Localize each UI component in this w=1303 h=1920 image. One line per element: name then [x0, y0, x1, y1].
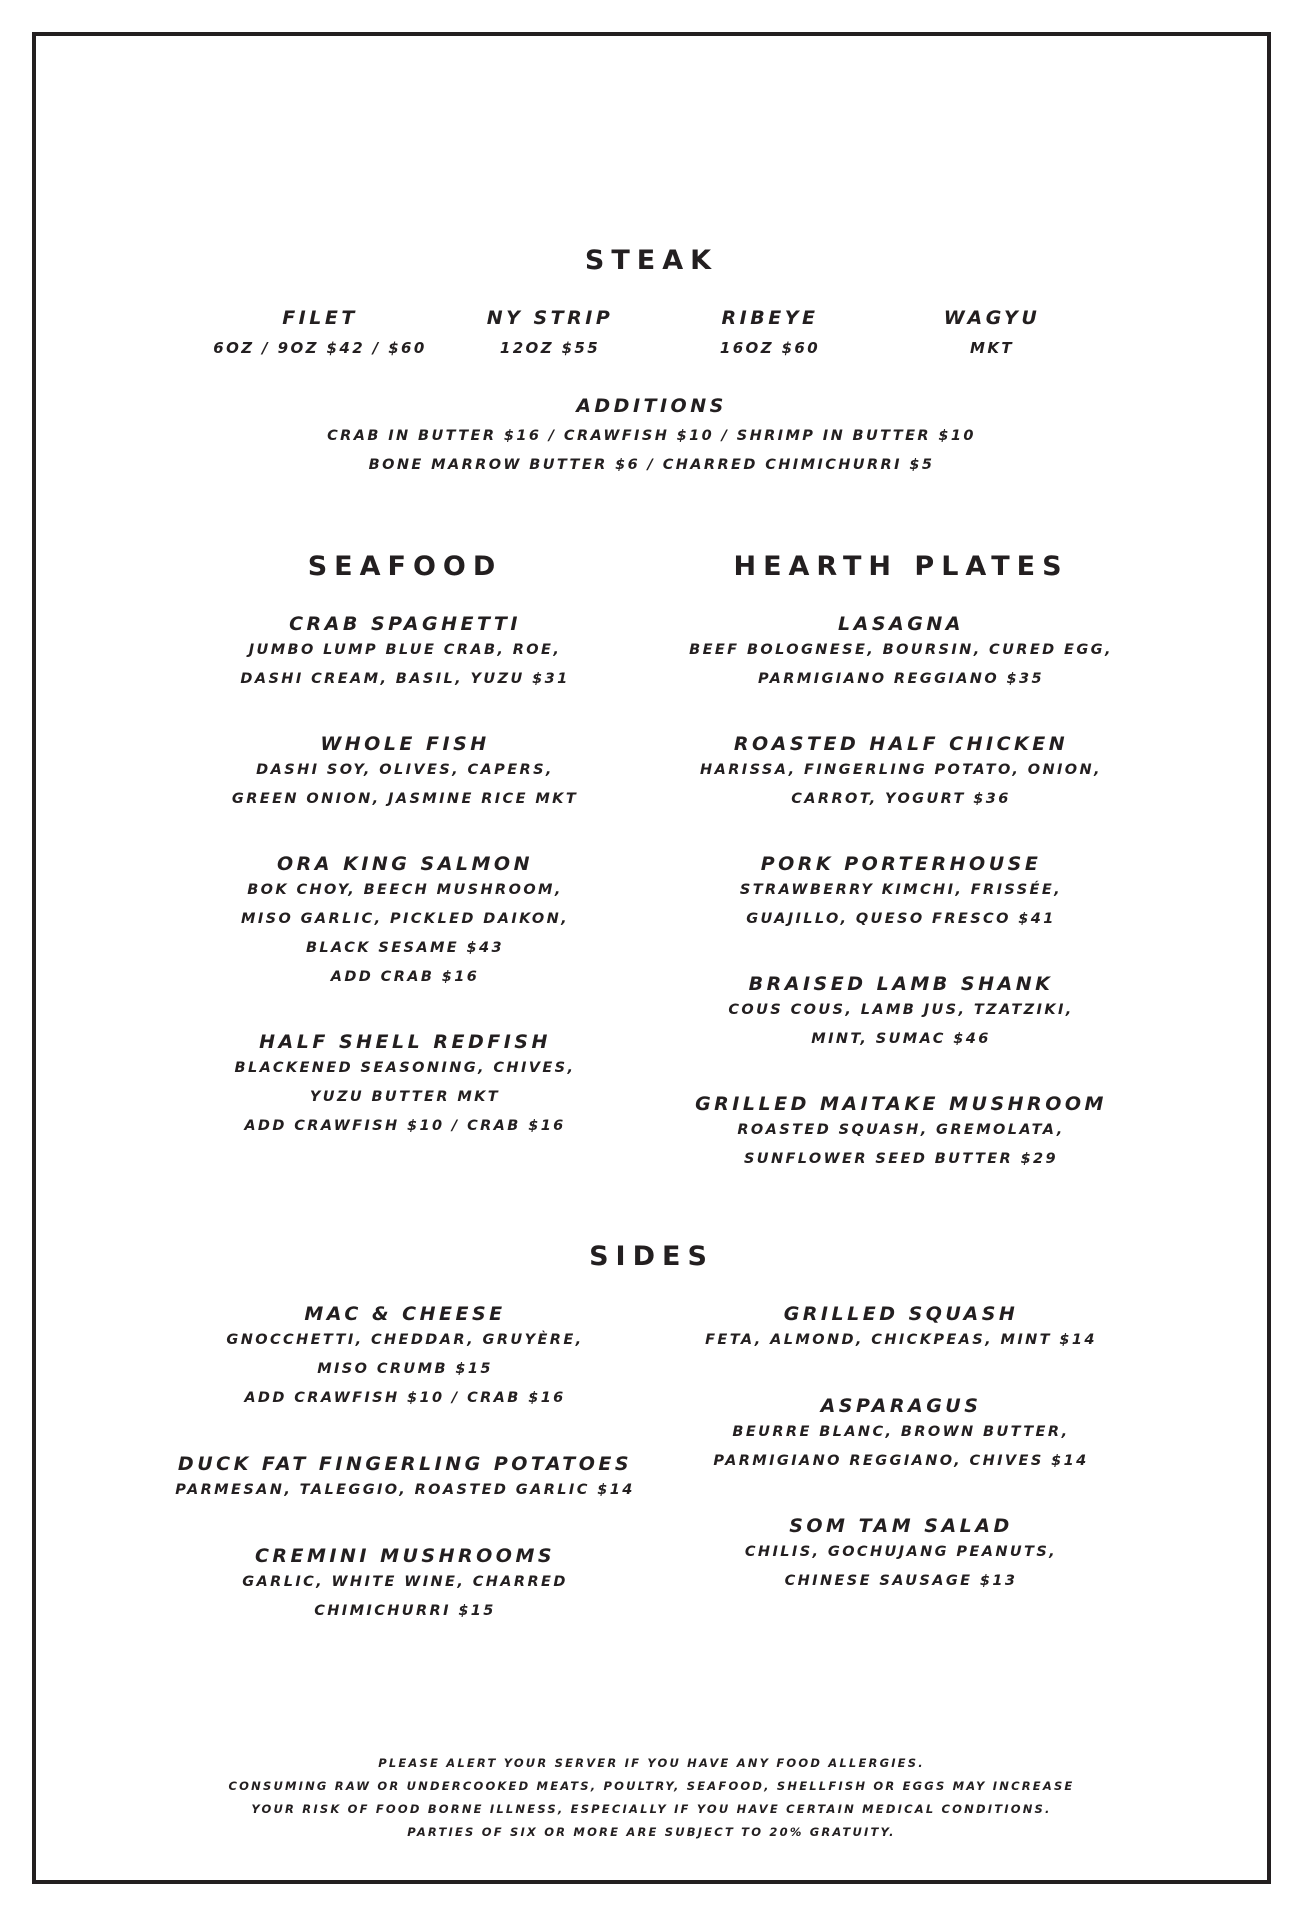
- menu-item-description: [656, 1326, 1146, 1355]
- menu-item-name: BRAISED LAMB SHANK: [748, 973, 1054, 995]
- steak-cut-detail: 12OZ $55: [499, 339, 601, 357]
- menu-item-description: [160, 756, 650, 814]
- menu-item-description: [656, 1116, 1146, 1174]
- menu-item-name: GRILLED SQUASH: [783, 1303, 1019, 1325]
- steak-cut-detail: MKT: [970, 339, 1014, 357]
- additions-line: CRAB IN BUTTER $16 / CRAWFISH $10 / SHRIMP IN BUTTER $10: [327, 428, 976, 444]
- menu-item-name: HALF SHELL REDFISH: [259, 1031, 551, 1053]
- description-line: BLACK SESAME $43: [305, 940, 505, 956]
- menu-item-name: ROASTED HALF CHICKEN: [733, 733, 1069, 755]
- description-line: GNOCCHETTI, CHEDDAR, GRUYÈRE,: [226, 1332, 584, 1348]
- description-line: CHIMICHURRI $15: [314, 1603, 496, 1619]
- steak-cut-name: FILET: [282, 307, 358, 329]
- menu-item-description: [160, 1568, 650, 1626]
- steak-cut-detail: 6OZ / 9OZ $42 / $60: [213, 339, 427, 357]
- description-line: ADD CRAWFISH $10 / CRAB $16: [244, 1390, 566, 1406]
- menu-item-description: [160, 636, 650, 694]
- menu-item-name: SOM TAM SALAD: [789, 1515, 1013, 1537]
- menu-item-description: [656, 876, 1146, 934]
- description-line: ADD CRAB $16: [330, 969, 480, 985]
- steak-heading: STEAK: [584, 245, 719, 276]
- menu-item-name: PORK PORTERHOUSE: [760, 853, 1042, 875]
- description-line: SUNFLOWER SEED BUTTER $29: [743, 1151, 1059, 1167]
- menu-item-description: [656, 1418, 1146, 1476]
- steak-cut-detail: 16OZ $60: [719, 339, 821, 357]
- allergy-disclaimer: [200, 1752, 1103, 1844]
- menu-item-description: [656, 636, 1146, 694]
- disclaimer-line: PARTIES OF SIX OR MORE ARE SUBJECT TO 20% GRATUITY.: [407, 1825, 896, 1839]
- additions-list: [0, 422, 1303, 480]
- description-line: BLACKENED SEASONING, CHIVES,: [234, 1060, 576, 1076]
- additions-line: BONE MARROW BUTTER $6 / CHARRED CHIMICHURRI $5: [368, 457, 935, 473]
- steak-cut-name: WAGYU: [943, 307, 1041, 329]
- description-line: PARMIGIANO REGGIANO, CHIVES $14: [713, 1453, 1089, 1469]
- description-line: BEURRE BLANC, BROWN BUTTER,: [732, 1424, 1070, 1440]
- description-line: YUZU BUTTER MKT: [309, 1089, 501, 1105]
- description-line: ADD CRAWFISH $10 / CRAB $16: [244, 1118, 566, 1134]
- description-line: MISO CRUMB $15: [317, 1361, 493, 1377]
- menu-item-description: [160, 1476, 650, 1505]
- description-line: JUMBO LUMP BLUE CRAB, ROE,: [248, 642, 562, 658]
- menu-item-name: ASPARAGUS: [820, 1395, 982, 1417]
- description-line: BEEF BOLOGNESE, BOURSIN, CURED EGG,: [689, 642, 1113, 658]
- menu-item-description: [160, 876, 650, 992]
- description-line: CHINESE SAUSAGE $13: [784, 1573, 1018, 1589]
- disclaimer-line: PLEASE ALERT YOUR SERVER IF YOU HAVE ANY FOOD ALLERGIES.: [378, 1756, 925, 1770]
- description-line: CARROT, YOGURT $36: [791, 791, 1011, 807]
- steak-cut-name: NY STRIP: [486, 307, 614, 329]
- menu-item-description: [656, 1538, 1146, 1596]
- description-line: DASHI CREAM, BASIL, YUZU $31: [240, 671, 570, 687]
- description-line: FETA, ALMOND, CHICKPEAS, MINT $14: [705, 1332, 1097, 1348]
- description-line: ROASTED SQUASH, GREMOLATA,: [737, 1122, 1065, 1138]
- description-line: BOK CHOY, BEECH MUSHROOM,: [247, 882, 563, 898]
- description-line: GREEN ONION, JASMINE RICE MKT: [231, 791, 579, 807]
- menu-item-name: MAC & CHEESE: [304, 1303, 506, 1325]
- description-line: HARISSA, FINGERLING POTATO, ONION,: [700, 762, 1102, 778]
- menu-item-description: [656, 756, 1146, 814]
- description-line: CHILIS, GOCHUJANG PEANUTS,: [744, 1544, 1058, 1560]
- description-line: MINT, SUMAC $46: [811, 1031, 991, 1047]
- menu-item-name: ORA KING SALMON: [277, 853, 533, 875]
- menu-item-name: GRILLED MAITAKE MUSHROOM: [695, 1093, 1107, 1115]
- disclaimer-line: CONSUMING RAW OR UNDERCOOKED MEATS, POULTRY, SEAFOOD, SHELLFISH OR EGGS MAY INCREASE: [228, 1779, 1075, 1793]
- seafood-heading: SEAFOOD: [307, 551, 503, 582]
- menu-item-name: DUCK FAT FINGERLING POTATOES: [177, 1453, 633, 1475]
- description-line: STRAWBERRY KIMCHI, FRISSÉE,: [739, 882, 1063, 898]
- menu-item-description: [160, 1326, 650, 1413]
- description-line: GUAJILLO, QUESO FRESCO $41: [746, 911, 1056, 927]
- description-line: MISO GARLIC, PICKLED DAIKON,: [240, 911, 570, 927]
- description-line: GARLIC, WHITE WINE, CHARRED: [242, 1574, 568, 1590]
- menu-item-name: CRAB SPAGHETTI: [289, 613, 521, 635]
- description-line: PARMESAN, TALEGGIO, ROASTED GARLIC $14: [175, 1482, 635, 1498]
- description-line: DASHI SOY, OLIVES, CAPERS,: [256, 762, 554, 778]
- menu-item-description: [656, 996, 1146, 1054]
- menu-item-name: LASAGNA: [838, 613, 964, 635]
- additions-heading: ADDITIONS: [576, 395, 727, 417]
- description-line: COUS COUS, LAMB JUS, TZATZIKI,: [728, 1002, 1074, 1018]
- menu-item-description: [160, 1054, 650, 1141]
- menu-item-name: CREMINI MUSHROOMS: [254, 1545, 556, 1567]
- sides-heading: SIDES: [589, 1241, 714, 1272]
- steak-cut-name: RIBEYE: [721, 307, 819, 329]
- menu-item-name: WHOLE FISH: [320, 733, 490, 755]
- disclaimer-line: YOUR RISK OF FOOD BORNE ILLNESS, ESPECIALLY IF YOU HAVE CERTAIN MEDICAL CONDITIONS.: [251, 1802, 1052, 1816]
- description-line: PARMIGIANO REGGIANO $35: [757, 671, 1044, 687]
- hearth-plates-heading: HEARTH PLATES: [733, 551, 1069, 582]
